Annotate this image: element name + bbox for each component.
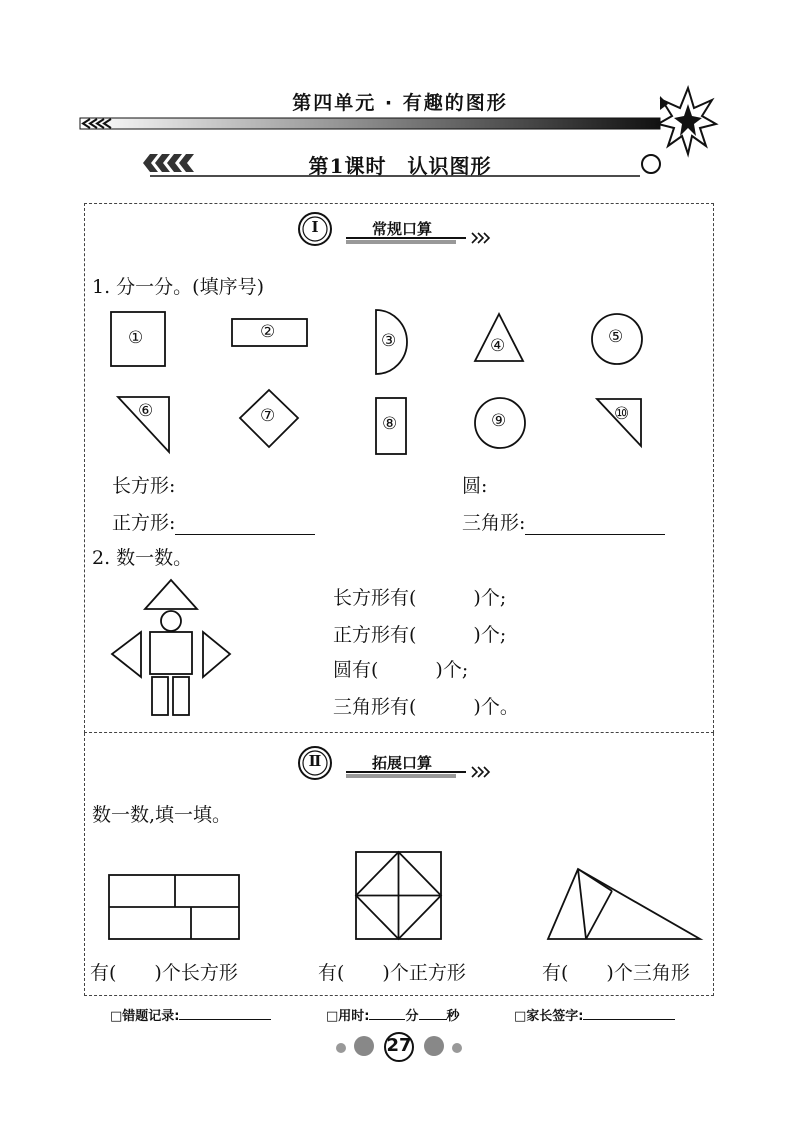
section2-badge: Ⅱ [308,752,322,770]
footer-time [326,1005,460,1024]
shape-9-label: ⑨ [491,411,507,431]
count-squares: 正方形有( )个; [333,624,507,646]
minutes-blank[interactable] [369,1007,405,1020]
seconds-blank[interactable] [419,1007,447,1020]
q2-text: 2. 数一数。 [92,547,193,569]
shape-6-label: ⑥ [138,401,154,421]
unit-title: 第四单元 · 有趣的图形 [292,92,508,114]
errors-blank[interactable] [179,1007,271,1020]
shape-4-label: ④ [490,336,506,356]
shape-8-label: ⑧ [382,414,398,434]
caption-triangles: 有( )个三角形 [542,962,690,984]
page-number: 27 [386,1035,412,1056]
dot-icon [424,1036,444,1056]
square-answer-label: 正方形: [112,512,176,534]
rect-answer-label: 长方形: [112,475,176,497]
caption-rectangles: 有( )个长方形 [90,962,238,984]
count-triangles: 三角形有( )个。 [333,696,519,718]
footer-parent [514,1005,675,1024]
shape-1-label: ① [128,328,144,348]
shape-5-label: ⑤ [608,327,624,347]
minutes-label: 分 [405,1009,419,1024]
parent-blank[interactable] [583,1007,675,1020]
shape-10-label: ⑩ [614,404,630,424]
dot-icon [354,1036,374,1056]
errors-label: □错题记录: [110,1009,180,1024]
figure-rectangles [109,875,239,939]
section1-badge: Ⅰ [311,218,319,236]
q1-text: 1. 分一分。(填序号) [92,276,264,298]
shape-2-label: ② [260,322,276,342]
section2-title: 拓展口算 [372,754,433,772]
figure-triangles [548,869,700,939]
section2-instruction: 数一数,填一填。 [92,804,232,826]
shape-3-label: ③ [381,331,397,351]
circle-answer-label: 圆: [462,475,488,497]
count-rectangles: 长方形有( )个; [333,587,507,609]
parent-label: □家长签字: [514,1009,584,1024]
figure-squares [356,852,441,939]
section1-title: 常规口算 [372,220,433,238]
triangle-answer-label: 三角形: [462,512,526,534]
seconds-label: 秒 [446,1009,460,1024]
lesson-title: 第1课时 认识图形 [308,154,492,178]
shape-7-label: ⑦ [260,406,276,426]
dot-icon [336,1043,346,1053]
dot-icon [452,1043,462,1053]
caption-squares: 有( )个正方形 [318,962,466,984]
count-circles: 圆有( )个; [333,659,469,681]
footer-errors [110,1005,271,1024]
time-label: □用时: [326,1009,370,1024]
